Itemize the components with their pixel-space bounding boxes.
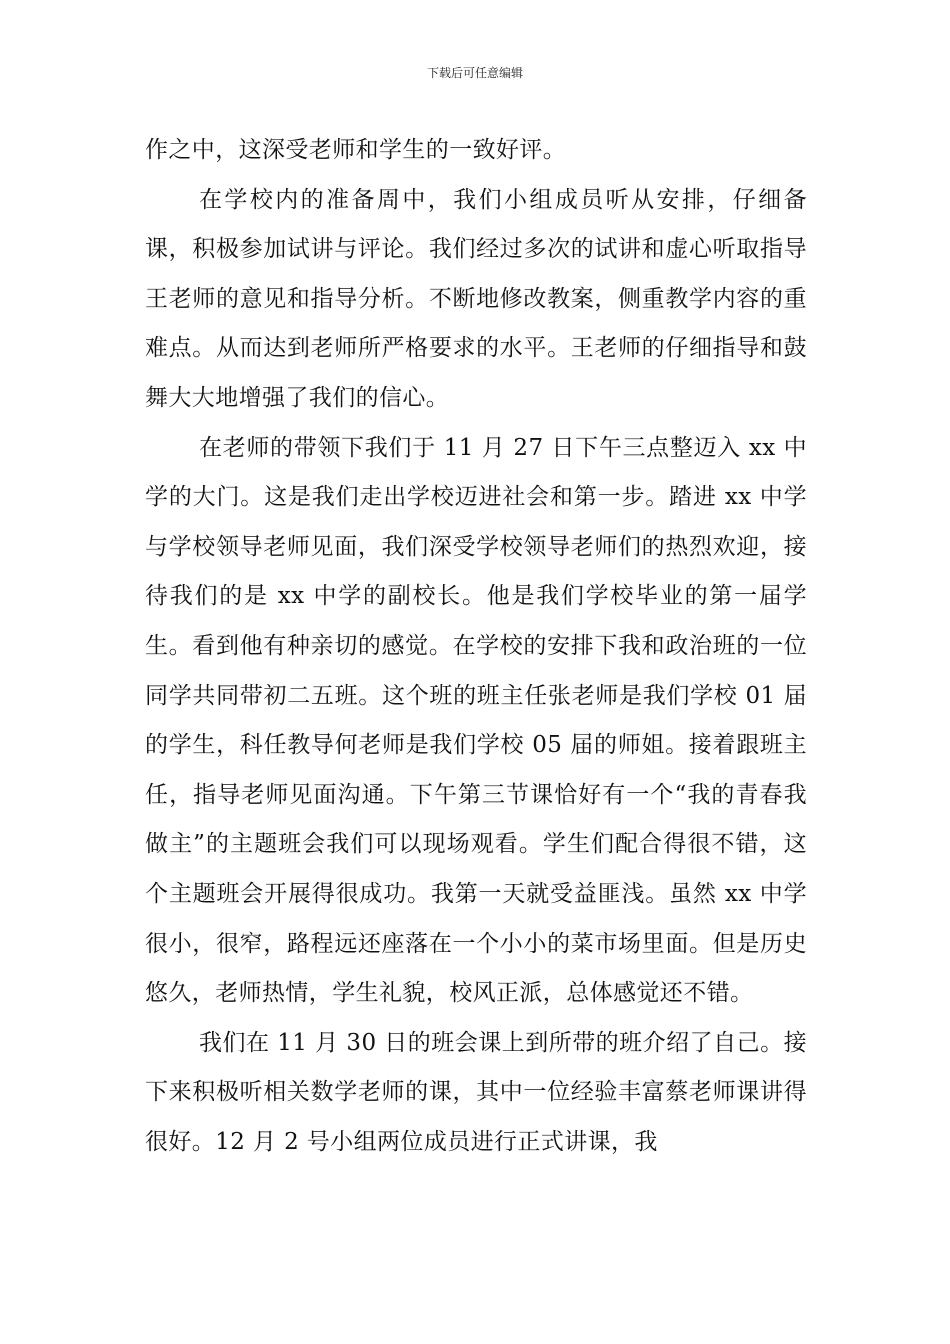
paragraph: 在学校内的准备周中，我们小组成员听从安排，仔细备课，积极参加试讲与评论。我们经过多次的试讲和虚心听取指导王老师的意见和指导分析。不断地修改教案，侧重教学内容的重难点。从而达到老师所严格要求的水平。王老师的仔细指导和鼓舞大大地增强了我们的信心。: [145, 186, 807, 411]
page-header: 下载后可任意编辑: [426, 66, 523, 80]
paragraph: 在老师的带领下我们于 11 月 27 日下午三点整迈入 xx 中学的大门。这是我们走出学校迈进社会和第一步。踏进 xx 中学与学校领导老师见面，我们深受学校领导老师们的热烈欢迎，接待我们的是 xx 中学的副校长。他是我们学校毕业的第一届学生。看到他有种亲切的感觉。在学校的安排下我和政治班的一位同学共同带初二五班。这个班的班主任张老师是我们学校 01 届的学生，科任教导何老师是我们学校 05 届的师姐。接着跟班主任，指导老师见面沟通。下午第三节课恰好有一个“我的青春我做主”的主题班会我们可以现场观看。学生们配合得很不错，这个主题班会开展得很成功。我第一天就受益匪浅。虽然 xx 中学很小，很窄，路程远还座落在一个小小的菜市场里面。但是历史悠久，老师热情，学生礼貌，校风正派，总体感觉还不错。: [145, 434, 807, 1007]
paragraph: 我们在 11 月 30 日的班会课上到所带的班介绍了自己。接下来积极听相关数学老师的课，其中一位经验丰富蔡老师课讲得很好。12 月 2 号小组两位成员进行正式讲课，我: [145, 1029, 807, 1155]
paragraph: 作之中，这深受老师和学生的一致好评。: [145, 137, 567, 163]
body-text: [145, 126, 807, 1167]
